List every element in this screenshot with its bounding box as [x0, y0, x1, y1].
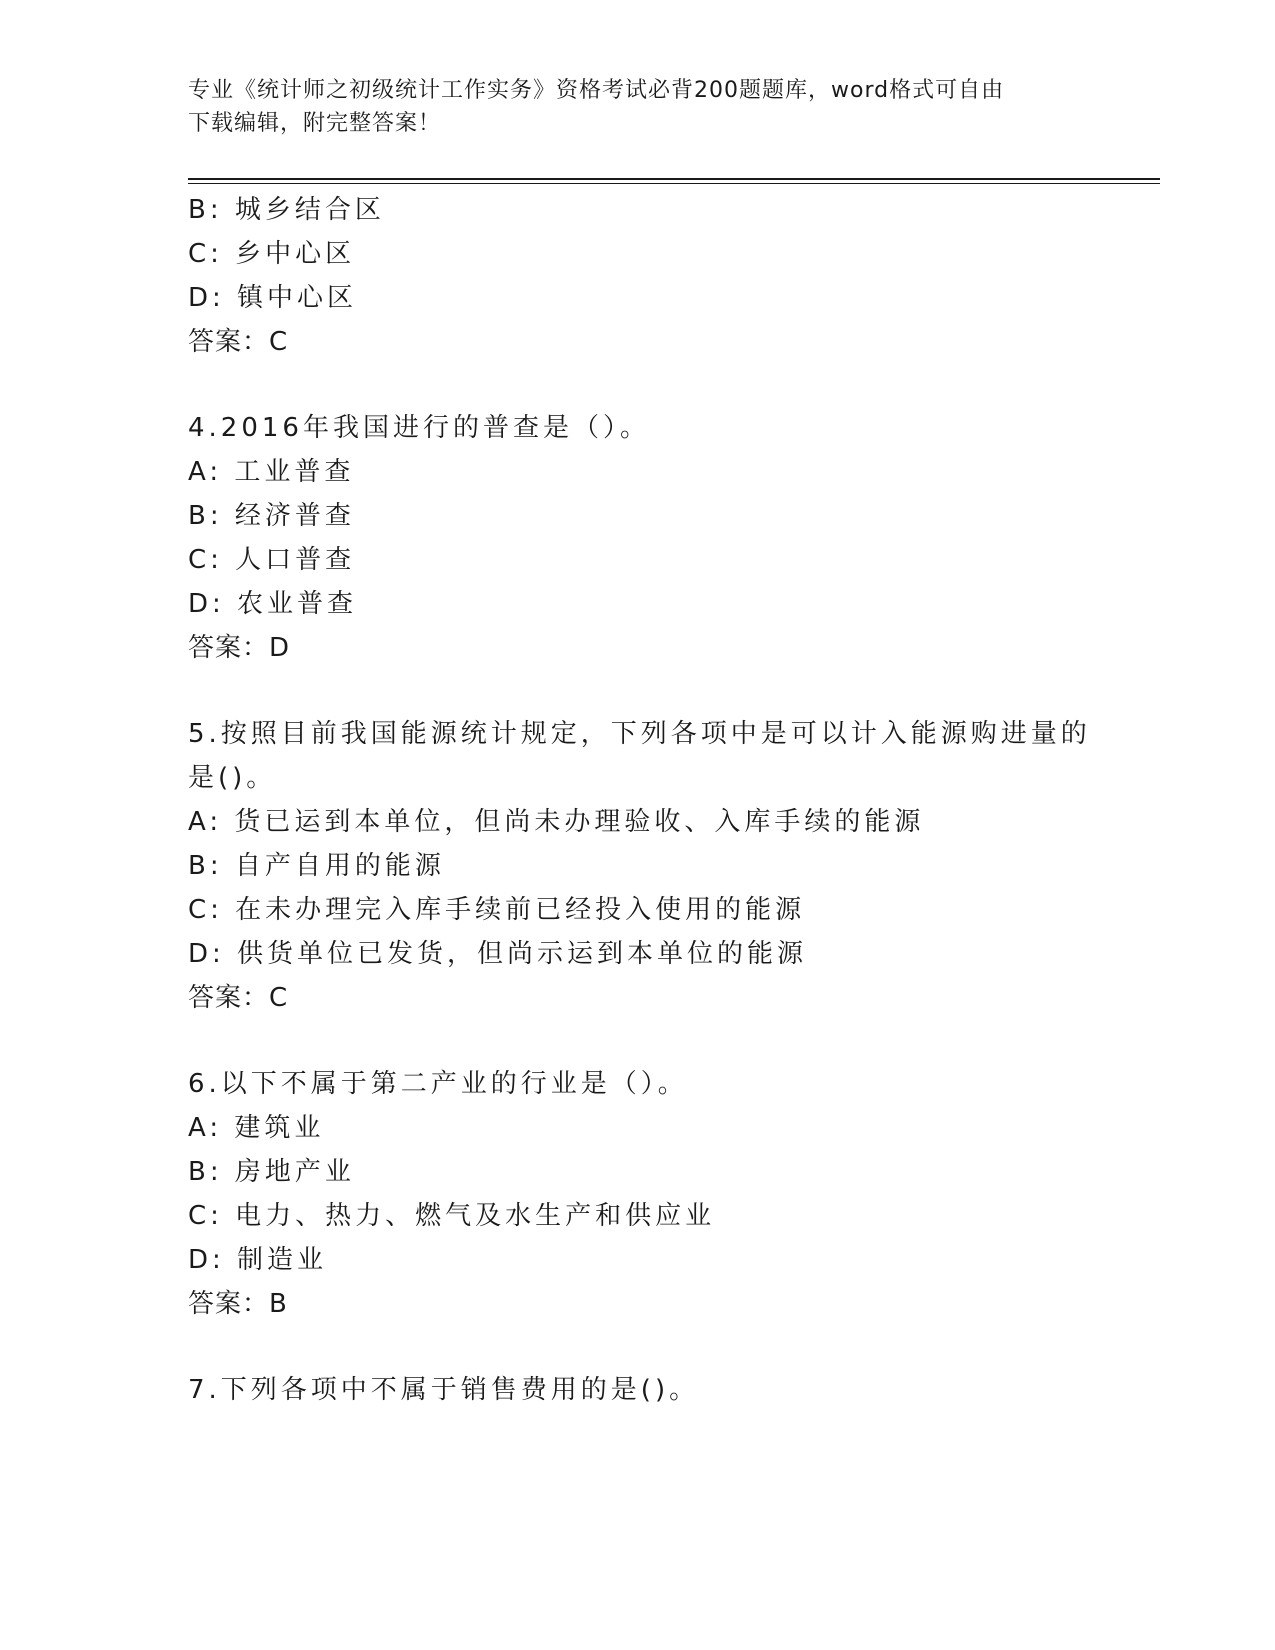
q5-option-d: D: 供货单位已发货，但尚示运到本单位的能源 [188, 939, 808, 969]
q6-option-c: C: 电力、热力、燃气及水生产和供应业 [188, 1201, 716, 1231]
q3-option-b: B: 城乡结合区 [188, 195, 385, 225]
q4-answer: 答案：D [188, 633, 291, 663]
q6-option-b: B: 房地产业 [188, 1157, 355, 1187]
header-divider-thick [188, 178, 1160, 180]
q5-option-a: A: 货已运到本单位，但尚未办理验收、入库手续的能源 [188, 807, 925, 837]
q5-option-c: C: 在未办理完入库手续前已经投入使用的能源 [188, 895, 806, 925]
q5-option-b: B: 自产自用的能源 [188, 851, 445, 881]
header-line-1: 专业《统计师之初级统计工作实务》资格考试必背200题题库，word格式可自由 [188, 78, 1005, 103]
header-divider-thin [188, 183, 1160, 184]
q4-option-a: A: 工业普查 [188, 457, 355, 487]
q5-question-line-1: 5.按照目前我国能源统计规定，下列各项中是可以计入能源购进量的 [188, 719, 1091, 749]
q4-option-d: D: 农业普查 [188, 589, 358, 619]
q3-answer: 答案：C [188, 327, 289, 357]
q6-option-d: D: 制造业 [188, 1245, 328, 1275]
q3-option-d: D: 镇中心区 [188, 283, 358, 313]
q4-option-b: B: 经济普查 [188, 501, 355, 531]
document-header [188, 74, 1088, 140]
q7-question: 7.下列各项中不属于销售费用的是()。 [188, 1375, 700, 1405]
q4-option-c: C: 人口普查 [188, 545, 356, 575]
q5-answer: 答案：C [188, 983, 289, 1013]
q5-question-line-2: 是()。 [188, 763, 277, 793]
q6-option-a: A: 建筑业 [188, 1113, 325, 1143]
q4-question: 4.2016年我国进行的普查是（）。 [188, 413, 650, 443]
q6-question: 6.以下不属于第二产业的行业是（）。 [188, 1069, 688, 1099]
q6-answer: 答案：B [188, 1289, 288, 1319]
q3-option-c: C: 乡中心区 [188, 239, 356, 269]
header-line-2: 下载编辑，附完整答案！ [188, 111, 442, 136]
